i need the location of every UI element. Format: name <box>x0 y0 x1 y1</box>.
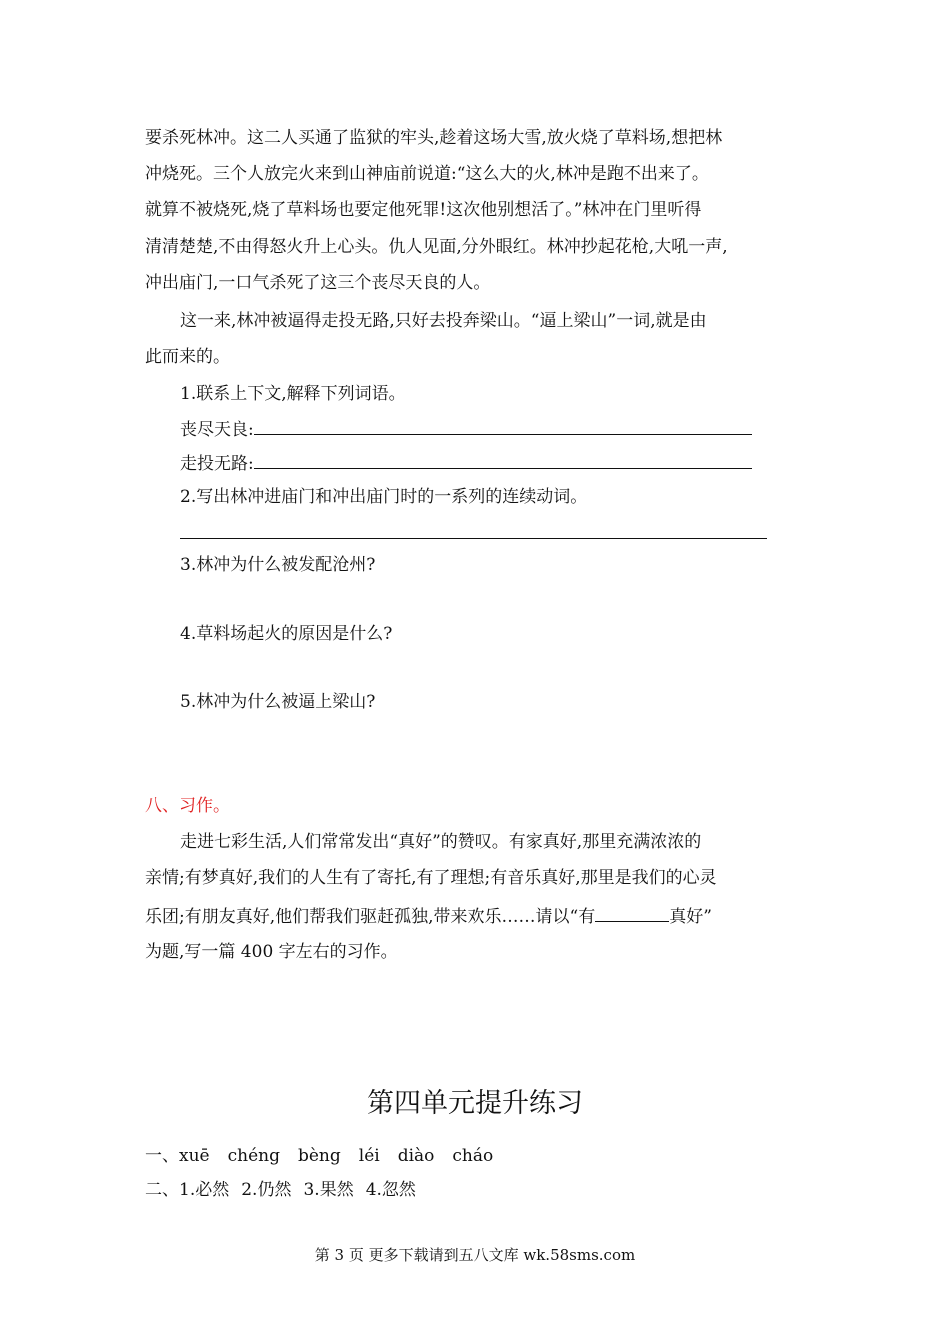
answers-section-2 <box>145 1180 428 1200</box>
composition-line-4: 为题,写一篇 400 字左右的习作。 <box>145 942 398 962</box>
page-footer: 第 3 页 更多下载请到五八文库 wk.58sms.com <box>314 1246 636 1264</box>
word-answer: 2.仍然 <box>241 1180 292 1200</box>
composition-heading: 八、习作。 <box>145 796 230 816</box>
pinyin-answer: chéng <box>227 1146 280 1166</box>
question-1-word-2: 走投无路: <box>180 454 254 474</box>
answer-blank-1[interactable] <box>254 418 752 435</box>
story-line-2: 冲烧死。三个人放完火来到山神庙前说道:“这么大的火,林冲是跑不出来了。 <box>145 164 709 184</box>
composition-line-3 <box>145 905 712 927</box>
question-1-word-1-row <box>180 418 752 440</box>
word-answer: 1.必然 <box>179 1180 230 1200</box>
question-5: 5.林冲为什么被逼上梁山? <box>180 692 376 712</box>
story-para2-line-1: 这一来,林冲被逼得走投无路,只好去投奔梁山。“逼上梁山”一词,就是由 <box>180 311 707 331</box>
story-line-3: 就算不被烧死,烧了草料场也要定他死罪!这次他别想活了。”林冲在门里听得 <box>145 200 702 220</box>
question-4: 4.草料场起火的原因是什么? <box>180 624 393 644</box>
composition-title-blank[interactable] <box>595 905 669 922</box>
composition-line-3-a: 乐团;有朋友真好,他们帮我们驱赶孤独,带来欢乐……请以“有 <box>145 907 596 927</box>
answer-blank-2[interactable] <box>254 452 752 469</box>
word-answer: 4.忽然 <box>365 1180 416 1200</box>
composition-line-3-b: 真好” <box>669 907 712 927</box>
answer-blank-3[interactable] <box>180 538 767 539</box>
pinyin-answer: cháo <box>452 1146 494 1166</box>
question-2: 2.写出林冲进庙门和冲出庙门时的一系列的连续动词。 <box>180 487 588 507</box>
section-1-prefix: 一、 <box>145 1146 179 1166</box>
story-line-4: 清清楚楚,不由得怒火升上心头。仇人见面,分外眼红。林冲抄起花枪,大吼一声, <box>145 237 728 257</box>
question-1-word-2-row <box>180 452 752 474</box>
question-3: 3.林冲为什么被发配沧州? <box>180 555 376 575</box>
answers-title: 第四单元提升练习 <box>367 1088 583 1119</box>
question-1: 1.联系上下文,解释下列词语。 <box>180 384 406 404</box>
pinyin-answer: diào <box>397 1146 435 1166</box>
section-2-prefix: 二、 <box>145 1180 179 1200</box>
question-1-word-1: 丧尽天良: <box>180 420 254 440</box>
story-line-1: 要杀死林冲。这二人买通了监狱的牢头,趁着这场大雪,放火烧了草料场,想把林 <box>145 128 723 148</box>
pinyin-answer: léi <box>358 1146 380 1166</box>
story-para2-line-2: 此而来的。 <box>145 347 230 367</box>
pinyin-answer: bèng <box>297 1146 341 1166</box>
pinyin-answer: xuē <box>179 1146 210 1166</box>
composition-line-2: 亲情;有梦真好,我们的人生有了寄托,有了理想;有音乐真好,那里是我们的心灵 <box>145 868 717 888</box>
word-answer: 3.果然 <box>303 1180 354 1200</box>
answers-section-1 <box>145 1146 511 1166</box>
story-line-5: 冲出庙门,一口气杀死了这三个丧尽天良的人。 <box>145 273 491 293</box>
composition-line-1: 走进七彩生活,人们常常发出“真好”的赞叹。有家真好,那里充满浓浓的 <box>180 832 702 852</box>
